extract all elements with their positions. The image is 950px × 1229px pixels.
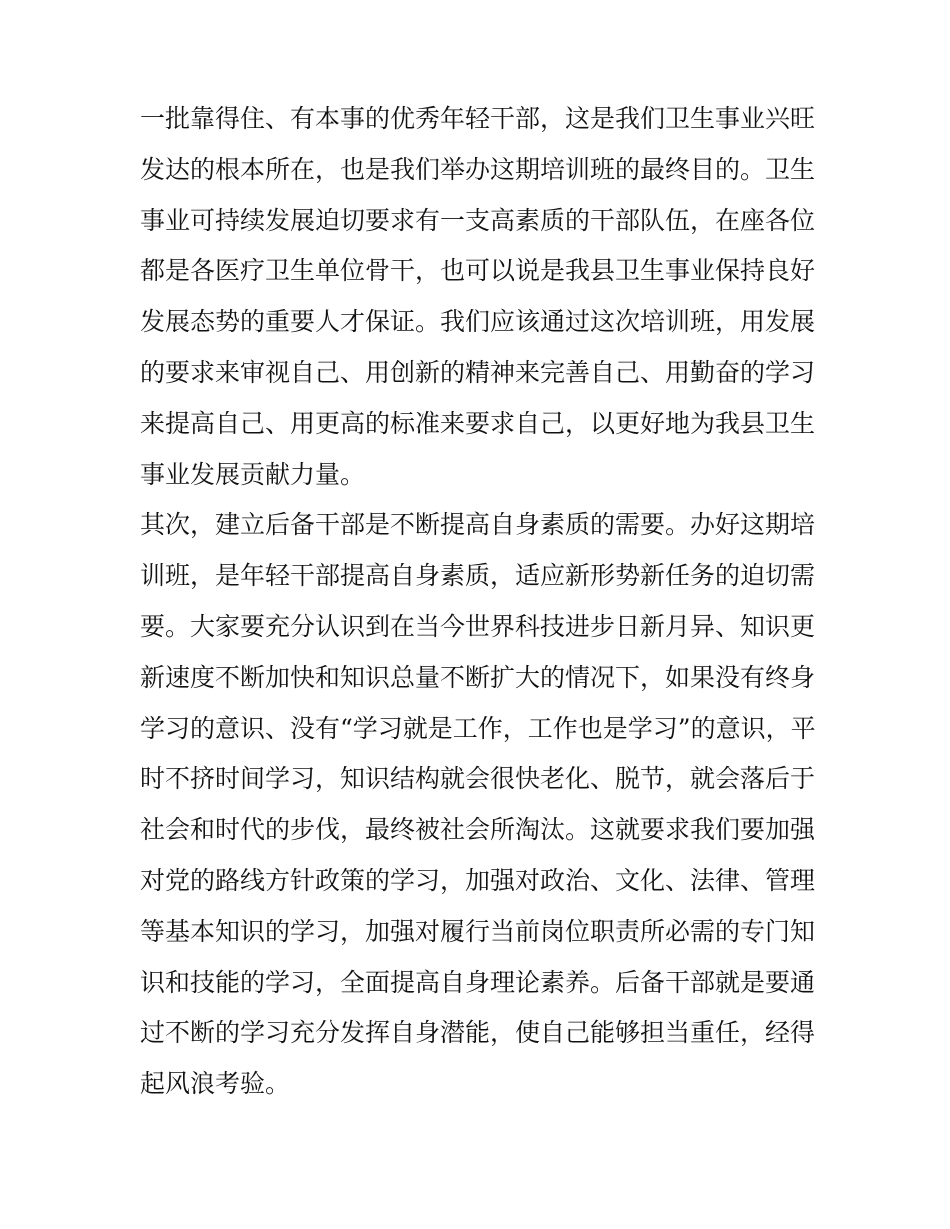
- text-line: 训班，是年轻干部提高自身素质，适应新形势新任务的迫切需: [140, 561, 816, 591]
- text-line: 的要求来审视自己、用创新的精神来完善自己、用勤奋的学习: [140, 357, 816, 387]
- text-line: 新速度不断加快和知识总量不断扩大的情况下，如果没有终身: [140, 662, 816, 692]
- text-line: 过不断的学习充分发挥自身潜能，使自己能够担当重任，经得: [140, 1018, 816, 1048]
- text-line: 事业可持续发展迫切要求有一支高素质的干部队伍，在座各位: [140, 205, 816, 235]
- text-line: 社会和时代的步伐，最终被社会所淘汰。这就要求我们要加强: [140, 815, 816, 845]
- text-line: 要。大家要充分认识到在当今世界科技进步日新月异、知识更: [140, 611, 816, 641]
- text-line: 来提高自己、用更高的标准来要求自己，以更好地为我县卫生: [140, 408, 816, 438]
- text-line: 发达的根本所在，也是我们举办这期培训班的最终目的。卫生: [140, 154, 816, 184]
- text-line: 事业发展贡献力量。: [140, 459, 366, 489]
- text-line: 学习的意识、没有“学习就是工作，工作也是学习”的意识，平: [140, 713, 816, 743]
- text-line: 其次，建立后备干部是不断提高自身素质的需要。办好这期培: [140, 510, 816, 540]
- text-line: 都是各医疗卫生单位骨干，也可以说是我县卫生事业保持良好: [140, 256, 816, 286]
- text-line: 一批靠得住、有本事的优秀年轻干部，这是我们卫生事业兴旺: [140, 104, 816, 133]
- text-line: 等基本知识的学习，加强对履行当前岗位职责所必需的专门知: [140, 916, 816, 946]
- text-line: 发展态势的重要人才保证。我们应该通过这次培训班，用发展: [140, 307, 816, 337]
- text-line: 对党的路线方针政策的学习，加强对政治、文化、法律、管理: [140, 865, 816, 895]
- text-line: 时不挤时间学习，知识结构就会很快老化、脱节，就会落后于: [140, 764, 816, 794]
- body-text: [140, 94, 820, 1110]
- text-line: 起风浪考验。: [140, 1069, 291, 1099]
- text-line: 识和技能的学习，全面提高自身理论素养。后备干部就是要通: [140, 967, 816, 997]
